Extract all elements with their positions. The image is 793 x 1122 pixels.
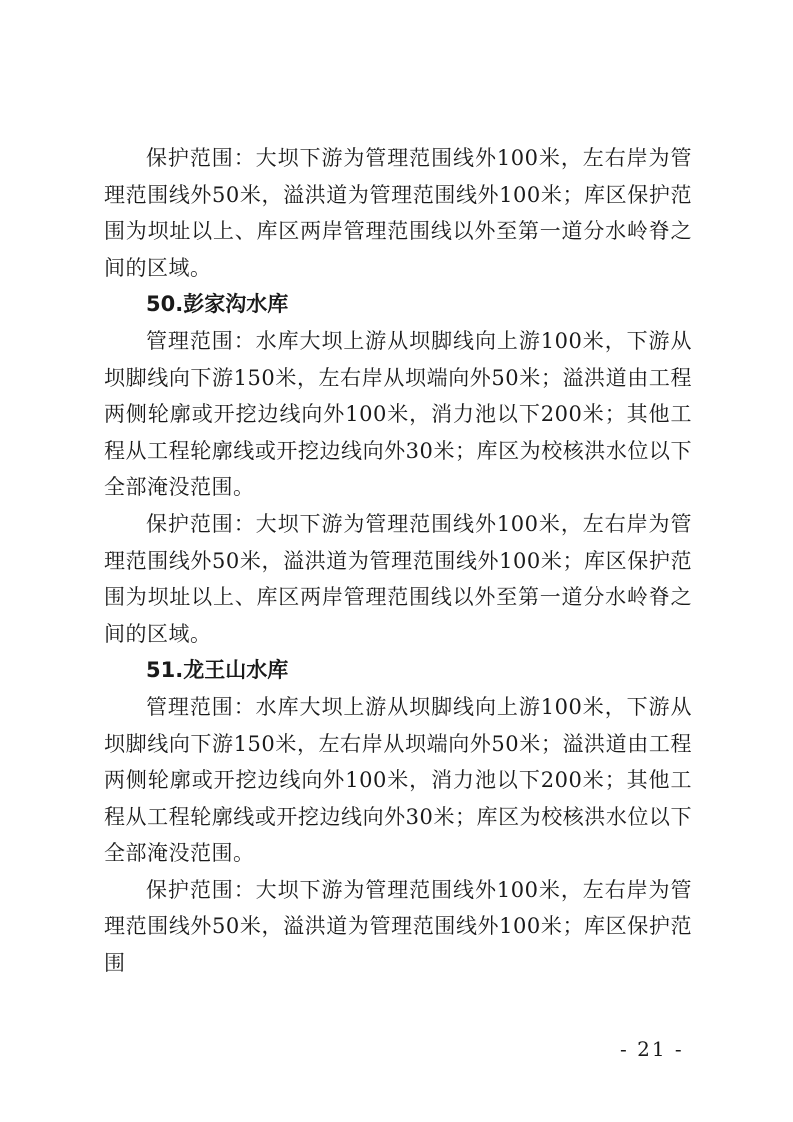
paragraph-protection-range-1: 保护范围：大坝下游为管理范围线外100米，左右岸为管理范围线外50米，溢洪道为管理范围线外100米；库区保护范围为坝址以上、库区两岸管理范围线以外至第一道分水岭脊之间的区域。 [104,146,692,280]
paragraph-protection-range-51: 保护范围：大坝下游为管理范围线外100米，左右岸为管理范围线外50米，溢洪道为管理范围线外100米；库区保护范围 [104,877,692,976]
section-heading-51: 51.龙王山水库 [146,658,289,683]
paragraph-management-range-50: 管理范围：水库大坝上游从坝脚线向上游100米，下游从坝脚线向下游150米，左右岸从坝端向外50米；溢洪道由工程两侧轮廓或开挖边线向外100米，消力池以下200米；其他工程从工程轮廓线或开挖边线向外30米；库区为校核洪水位以下全部淹没范围。 [104,328,692,500]
page-number: - 21 - [620,1037,684,1061]
paragraph-protection-range-50: 保护范围：大坝下游为管理范围线外100米，左右岸为管理范围线外50米，溢洪道为管理范围线外100米；库区保护范围为坝址以上、库区两岸管理范围线以外至第一道分水岭脊之间的区域。 [104,511,692,646]
section-heading-50: 50.彭家沟水库 [146,292,289,317]
document-body [104,140,692,982]
paragraph-management-range-51: 管理范围：水库大坝上游从坝脚线向上游100米，下游从坝脚线向下游150米，左右岸从坝端向外50米；溢洪道由工程两侧轮廓或开挖边线向外100米，消力池以下200米；其他工程从工程轮廓线或开挖边线向外30米；库区为校核洪水位以下全部淹没范围。 [104,694,692,866]
